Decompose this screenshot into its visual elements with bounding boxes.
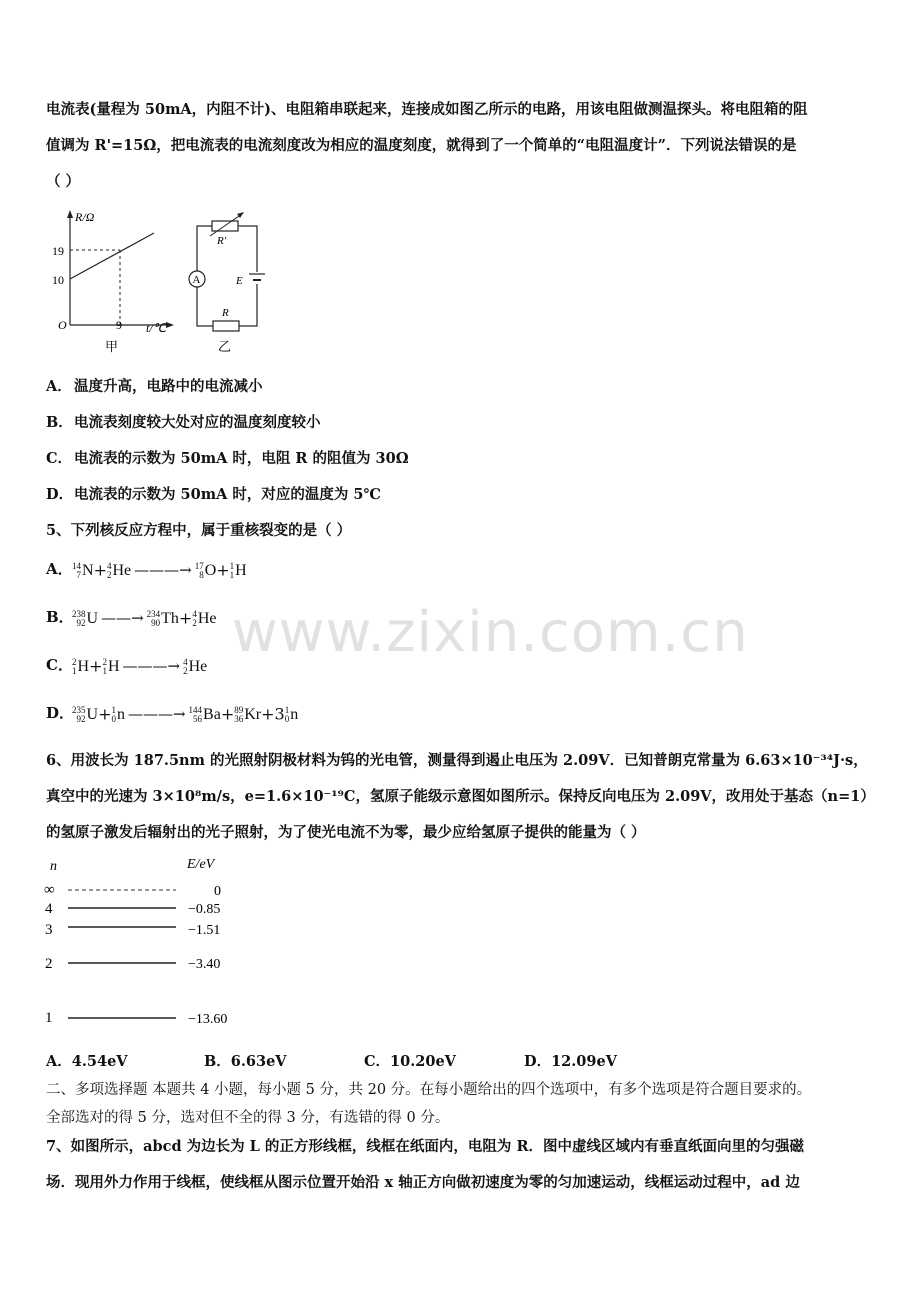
option-label: D． [524, 1053, 552, 1070]
option-label: B． [46, 414, 73, 431]
reaction-arrow-icon: ———→ [134, 561, 192, 579]
graph-xlabel: t/℃ [146, 321, 167, 335]
option-label: B． [204, 1053, 231, 1070]
option-text: 4.54eV [71, 1053, 128, 1070]
q6-stem-line2: 真空中的光速为 3×10⁸m/s，e=1.6×10⁻¹⁹C，氢原子能级示意图如图所示。保持反向电压为 2.09V，改用处于基态（n=1） [46, 788, 875, 805]
level-e-inf: 0 [214, 884, 221, 899]
q4-stem-line2: 值调为 R'=15Ω，把电流表的电流刻度改为相应的温度刻度，就得到了一个简单的“电阻温度计”．下列说法错误的是 [46, 137, 797, 154]
nuclide: 1 1 H [229, 560, 247, 580]
graph-caption: 甲 [105, 339, 119, 354]
option-text: 12.09eV [551, 1053, 617, 1070]
option-label: B． [46, 608, 74, 626]
nuclide: 235 92 U [72, 704, 99, 724]
reaction-arrow-icon: ———→ [122, 657, 181, 675]
operator: + [220, 704, 235, 724]
circuit-label-r: R [222, 307, 229, 319]
nuclide: 4 2 He [192, 608, 217, 628]
graph-ytick-19: 19 [52, 244, 64, 258]
nuclide: 1 0 n [284, 704, 299, 724]
operator: + [216, 560, 230, 580]
nuclide: 17 8 O [194, 560, 217, 580]
section2-line2: 全部选对的得 5 分，选对但不全的得 3 分，有选错的得 0 分。 [46, 1110, 450, 1126]
operator: + [98, 704, 112, 724]
option-label: D． [46, 486, 74, 503]
q4-stem-line3: （ ） [46, 173, 81, 190]
circuit-label-rprime: R' [217, 235, 227, 247]
q6-option-b[interactable] [204, 1050, 287, 1071]
q5-stem: 5、下列核反应方程中，属于重核裂变的是（ ） [46, 522, 352, 539]
nuclide: 14 7 N [72, 560, 94, 580]
option-label: C． [46, 656, 73, 674]
resistance-temperature-graph [50, 205, 175, 355]
nuclide: 1 0 n [111, 704, 125, 724]
reaction-arrow-icon: ——→ [101, 609, 144, 627]
section2-line1: 二、多项选择题 本题共 4 小题，每小题 5 分，共 20 分。在每小题给出的四个选项中，有多个选项是符合题目要求的。 [46, 1082, 812, 1098]
option-label: A． [46, 560, 73, 578]
level-n-4: 4 [45, 901, 53, 917]
q5-option-c[interactable] [46, 654, 207, 676]
level-e-4: −0.85 [188, 902, 221, 917]
operator: + [93, 560, 107, 580]
option-label: A． [46, 378, 72, 395]
option-label: C． [46, 450, 73, 467]
graph-xtick-9: 9 [116, 318, 122, 332]
graph-origin: O [58, 318, 67, 332]
operator: + [89, 656, 103, 676]
q5-option-b[interactable] [46, 606, 216, 628]
level-n-1: 1 [45, 1010, 53, 1026]
q6-stem-line3: 的氢原子激发后辐射出的光子照射，为了使光电流不为零，最少应给氢原子提供的能量为（ ） [46, 824, 646, 841]
level-n-inf: ∞ [44, 882, 55, 898]
q4-option-d[interactable] [46, 483, 381, 504]
nuclide: 144 56 Ba [188, 704, 221, 724]
q4-option-a[interactable] [46, 375, 263, 396]
option-text: 温度升高，电路中的电流减小 [74, 378, 263, 395]
level-e-1: −13.60 [188, 1012, 228, 1027]
circuit-diagram [182, 208, 272, 356]
reaction-arrow-icon: ———→ [127, 705, 186, 723]
circuit-caption: 乙 [218, 339, 232, 354]
option-label: A． [46, 1053, 72, 1070]
q7-stem-line1: 7、如图所示，abcd 为边长为 L 的正方形线框，线框在纸面内，电阻为 R．图中虚线区域内有垂直纸面向里的匀强磁 [46, 1138, 805, 1155]
q5-option-d[interactable] [46, 702, 298, 724]
q4-stem-line1: 电流表(量程为 50mA，内阻不计)、电阻箱串联起来，连接成如图乙所示的电路，用该电阻做测温探头。将电阻箱的阻 [46, 101, 808, 118]
nuclide: 2 1 H [102, 656, 120, 676]
option-label: D． [46, 704, 75, 722]
option-text: 电流表刻度较大处对应的温度刻度较小 [74, 414, 321, 431]
nuclide: 4 2 He [183, 656, 208, 676]
nuclide: 4 2 He [106, 560, 132, 580]
q7-stem-line2: 场．现用外力作用于线框，使线框从图示位置开始沿 x 轴正方向做初速度为零的匀加速运动，线框运动过程中，ad 边 [46, 1174, 800, 1191]
option-text: 电流表的示数为 50mA 时，电阻 R 的阻值为 30Ω [74, 450, 409, 467]
level-e-2: −3.40 [188, 957, 221, 972]
hydrogen-energy-level-diagram [40, 852, 260, 1032]
nuclide: 2 1 H [72, 656, 90, 676]
nuclide: 89 36 Kr [234, 704, 262, 724]
q4-option-b[interactable] [46, 411, 321, 432]
nuclide: 234 90 Th [146, 608, 179, 628]
q6-option-c[interactable] [364, 1050, 456, 1071]
q6-option-d[interactable] [524, 1050, 617, 1071]
q6-option-a[interactable] [46, 1050, 128, 1071]
diagram-n-label: n [50, 859, 57, 874]
ammeter-icon: A [192, 274, 201, 286]
level-n-3: 3 [45, 922, 53, 938]
operator: + [178, 608, 193, 628]
q4-option-c[interactable] [46, 447, 409, 468]
option-label: C． [364, 1053, 391, 1070]
option-text: 10.20eV [390, 1053, 456, 1070]
level-e-3: −1.51 [188, 923, 221, 938]
q6-stem-line1: 6、用波长为 187.5nm 的光照射阴极材料为钨的光电管，测量得到遏止电压为 2.09V．已知普朗克常量为 6.63×10⁻³⁴J·s， [46, 752, 868, 769]
option-text: 6.63eV [230, 1053, 287, 1070]
diagram-e-label: E/eV [187, 857, 215, 872]
option-text: 电流表的示数为 50mA 时，对应的温度为 5℃ [74, 486, 381, 503]
operator: +3 [261, 704, 285, 724]
q5-option-a[interactable] [46, 558, 247, 580]
circuit-label-emf: E [236, 275, 243, 287]
graph-ylabel: R/Ω [75, 210, 95, 224]
level-n-2: 2 [45, 956, 53, 972]
watermark: www.zixin.com.cn [232, 600, 749, 665]
graph-ytick-10: 10 [52, 273, 64, 287]
nuclide: 238 92 U [72, 608, 99, 628]
